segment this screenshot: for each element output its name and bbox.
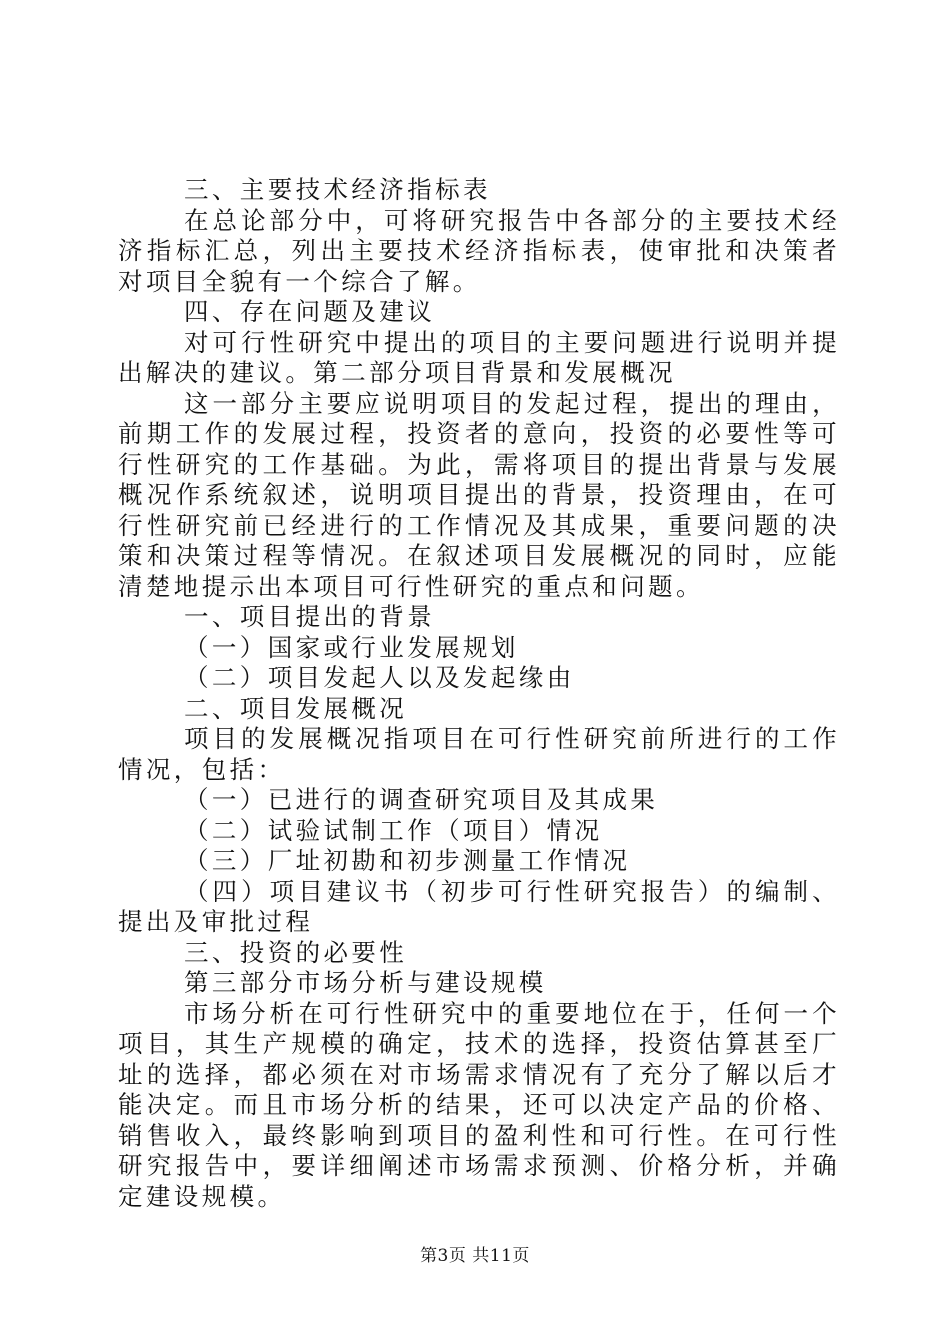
page-number: 第3页 共11页 <box>420 1246 530 1266</box>
list-item: （三）厂址初勘和初步测量工作情况 <box>184 846 631 875</box>
list-item: （一）国家或行业发展规划 <box>184 632 519 662</box>
paragraph: 市场分析在可行性研究中的重要地位在于，任何一个项目，其生产规模的确定，技术的选择，投资估算甚至厂址的选择，都必须在对市场需求情况有了充分了解以后才能决定。而且市场分析的结果，还可以决定产品的价格、销售收入，最终影响到项目的盈利性和可行性。在可行性研究报告中，要详细阐述市场需求预测、价格分析，并确定建设规模。 <box>118 998 840 1211</box>
section-heading: 一、项目提出的背景 <box>184 602 436 631</box>
paragraph: 对可行性研究中提出的项目的主要问题进行说明并提出解决的建议。第二部分项目背景和发展概况 <box>118 327 840 387</box>
section-heading: 四、存在问题及建议 <box>184 297 436 326</box>
paragraph: 这一部分主要应说明项目的发起过程，提出的理由，前期工作的发展过程，投资者的意向，投资的必要性等可行性研究的工作基础。为此，需将项目的提出背景与发展概况作系统叙述，说明项目提出的背景，投资理由，在可行性研究前已经进行的工作情况及其成果，重要问题的决策和决策过程等情况。在叙述项目发展概况的同时，应能清楚地提示出本项目可行性研究的重点和问题。 <box>118 388 840 601</box>
part-heading: 第三部分市场分析与建设规模 <box>184 968 547 997</box>
document-body <box>118 175 840 1212</box>
section-heading: 三、投资的必要性 <box>184 937 408 967</box>
section-heading: 二、项目发展概况 <box>184 693 408 723</box>
paragraph: 项目的发展概况指项目在可行性研究前所进行的工作情况，包括： <box>118 724 840 784</box>
list-item: （二）项目发起人以及发起缘由 <box>184 663 575 692</box>
section-heading: 三、主要技术经济指标表 <box>184 175 491 204</box>
paragraph: 在总论部分中，可将研究报告中各部分的主要技术经济指标汇总，列出主要技术经济指标表，使审批和决策者对项目全貌有一个综合了解。 <box>118 205 840 296</box>
list-item: （二）试验试制工作（项目）情况 <box>184 815 603 845</box>
list-item: （四）项目建议书（初步可行性研究报告）的编制、提出及审批过程 <box>118 876 840 936</box>
list-item: （一）已进行的调查研究项目及其成果 <box>184 785 659 814</box>
